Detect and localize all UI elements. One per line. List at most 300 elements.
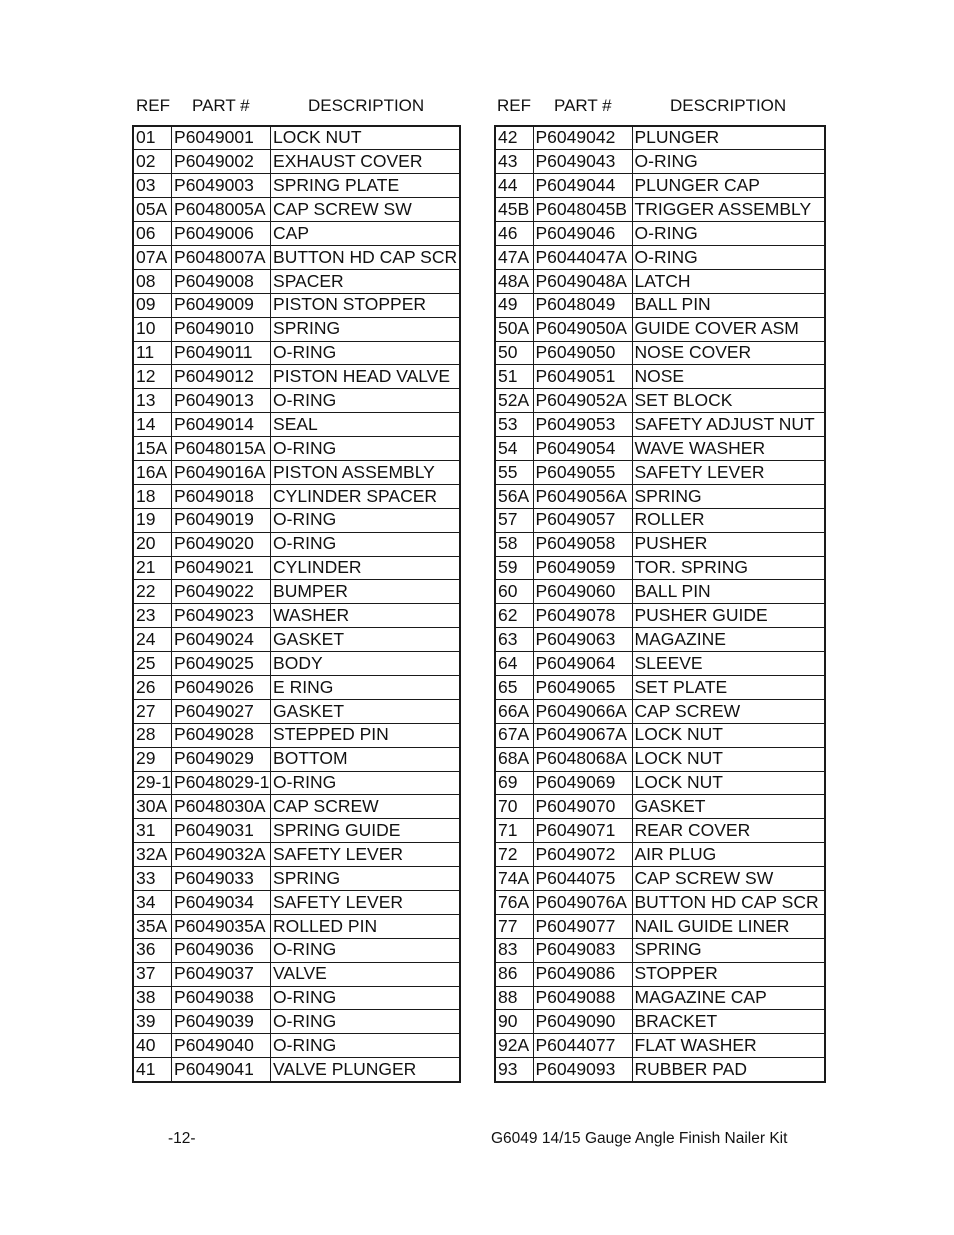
- table-row: [495, 269, 825, 293]
- ref-cell: 40: [133, 1034, 172, 1058]
- page-number: -12-: [168, 1130, 196, 1147]
- part-number-header: PART #: [192, 96, 250, 115]
- description-cell: BUTTON HD CAP SCR: [271, 245, 460, 269]
- ref-header: REF: [497, 96, 531, 115]
- description-cell: AIR PLUG: [632, 843, 825, 867]
- part-number-cell: P6049048A: [533, 269, 632, 293]
- table-row: [133, 389, 460, 413]
- table-row: [495, 986, 825, 1010]
- part-number-cell: P6049009: [172, 293, 271, 317]
- part-number-cell: P6049026: [172, 675, 271, 699]
- table-row: [495, 508, 825, 532]
- table-row: [133, 867, 460, 891]
- ref-cell: 02: [133, 150, 172, 174]
- ref-cell: 55: [495, 460, 533, 484]
- description-cell: TRIGGER ASSEMBLY: [632, 198, 825, 222]
- part-number-cell: P6049014: [172, 413, 271, 437]
- part-number-cell: P6049027: [172, 699, 271, 723]
- ref-cell: 37: [133, 962, 172, 986]
- table-row: [133, 795, 460, 819]
- ref-cell: 16A: [133, 460, 172, 484]
- table-row: [495, 938, 825, 962]
- ref-cell: 19: [133, 508, 172, 532]
- ref-cell: 07A: [133, 245, 172, 269]
- description-cell: CAP SCREW: [632, 699, 825, 723]
- table-row: [133, 532, 460, 556]
- table-row: [495, 126, 825, 150]
- description-cell: PISTON HEAD VALVE: [271, 365, 460, 389]
- description-cell: NOSE COVER: [632, 341, 825, 365]
- ref-cell: 25: [133, 652, 172, 676]
- description-cell: SPRING: [632, 484, 825, 508]
- table-row: [133, 580, 460, 604]
- ref-cell: 26: [133, 675, 172, 699]
- table-row: [495, 341, 825, 365]
- ref-cell: 06: [133, 222, 172, 246]
- table-row: [133, 1034, 460, 1058]
- ref-cell: 44: [495, 174, 533, 198]
- part-number-cell: P6049033: [172, 867, 271, 891]
- ref-cell: 64: [495, 652, 533, 676]
- description-cell: CAP SCREW SW: [271, 198, 460, 222]
- ref-cell: 74A: [495, 867, 533, 891]
- description-cell: CAP: [271, 222, 460, 246]
- table-row: [133, 437, 460, 461]
- description-cell: BRACKET: [632, 1010, 825, 1034]
- table-row: [133, 126, 460, 150]
- table-row: [495, 604, 825, 628]
- part-number-cell: P6049066A: [533, 699, 632, 723]
- table-row: [495, 293, 825, 317]
- ref-cell: 42: [495, 126, 533, 150]
- part-number-cell: P6049024: [172, 628, 271, 652]
- part-number-cell: P6049050A: [533, 317, 632, 341]
- part-number-cell: P6049012: [172, 365, 271, 389]
- part-number-cell: P6049060: [533, 580, 632, 604]
- table-row: [133, 843, 460, 867]
- description-cell: E RING: [271, 675, 460, 699]
- part-number-cell: P6049065: [533, 675, 632, 699]
- part-number-cell: P6049054: [533, 437, 632, 461]
- part-number-cell: P6049032A: [172, 843, 271, 867]
- part-number-cell: P6049077: [533, 914, 632, 938]
- table-row: [133, 675, 460, 699]
- table-row: [133, 150, 460, 174]
- ref-cell: 28: [133, 723, 172, 747]
- table-row: [133, 1058, 460, 1082]
- table-row: [133, 1010, 460, 1034]
- ref-cell: 46: [495, 222, 533, 246]
- ref-cell: 50A: [495, 317, 533, 341]
- description-cell: SAFETY LEVER: [271, 891, 460, 915]
- table-row: [495, 245, 825, 269]
- part-number-cell: P6049019: [172, 508, 271, 532]
- description-cell: GASKET: [271, 699, 460, 723]
- table-row: [495, 174, 825, 198]
- description-cell: VALVE: [271, 962, 460, 986]
- ref-cell: 43: [495, 150, 533, 174]
- table-row: [133, 962, 460, 986]
- ref-cell: 21: [133, 556, 172, 580]
- right-table-header: [0, 96, 954, 116]
- table-row: [133, 891, 460, 915]
- part-number-cell: P6049031: [172, 819, 271, 843]
- description-header: DESCRIPTION: [670, 96, 787, 115]
- table-row: [495, 962, 825, 986]
- part-number-cell: P6049070: [533, 795, 632, 819]
- part-number-cell: P6049067A: [533, 723, 632, 747]
- ref-cell: 77: [495, 914, 533, 938]
- ref-cell: 36: [133, 938, 172, 962]
- part-number-cell: P6048007A: [172, 245, 271, 269]
- part-number-cell: P6049010: [172, 317, 271, 341]
- description-cell: GASKET: [632, 795, 825, 819]
- description-cell: O-RING: [632, 222, 825, 246]
- table-row: [495, 771, 825, 795]
- description-cell: NOSE: [632, 365, 825, 389]
- table-row: [133, 819, 460, 843]
- description-cell: FLAT WASHER: [632, 1034, 825, 1058]
- part-number-cell: P6049002: [172, 150, 271, 174]
- ref-cell: 90: [495, 1010, 533, 1034]
- ref-cell: 34: [133, 891, 172, 915]
- part-number-cell: P6048049: [533, 293, 632, 317]
- part-number-cell: P6049041: [172, 1058, 271, 1082]
- ref-cell: 51: [495, 365, 533, 389]
- part-number-cell: P6049035A: [172, 914, 271, 938]
- table-row: [133, 508, 460, 532]
- description-cell: O-RING: [271, 938, 460, 962]
- right-parts-table-body: [495, 126, 825, 1082]
- ref-cell: 13: [133, 389, 172, 413]
- ref-cell: 14: [133, 413, 172, 437]
- ref-cell: 72: [495, 843, 533, 867]
- description-cell: GASKET: [271, 628, 460, 652]
- part-number-header: PART #: [554, 96, 612, 115]
- part-number-cell: P6044077: [533, 1034, 632, 1058]
- ref-cell: 03: [133, 174, 172, 198]
- table-row: [495, 222, 825, 246]
- description-cell: VALVE PLUNGER: [271, 1058, 460, 1082]
- description-cell: MAGAZINE CAP: [632, 986, 825, 1010]
- description-cell: LOCK NUT: [632, 771, 825, 795]
- part-number-cell: P6049046: [533, 222, 632, 246]
- part-number-cell: P6049057: [533, 508, 632, 532]
- description-cell: STEPPED PIN: [271, 723, 460, 747]
- part-number-cell: P6049051: [533, 365, 632, 389]
- part-number-cell: P6049039: [172, 1010, 271, 1034]
- description-cell: SPRING PLATE: [271, 174, 460, 198]
- part-number-cell: P6049018: [172, 484, 271, 508]
- description-cell: SAFETY LEVER: [632, 460, 825, 484]
- description-cell: PUSHER: [632, 532, 825, 556]
- description-cell: O-RING: [271, 389, 460, 413]
- table-row: [133, 222, 460, 246]
- ref-cell: 92A: [495, 1034, 533, 1058]
- description-cell: O-RING: [271, 437, 460, 461]
- part-number-cell: P6048030A: [172, 795, 271, 819]
- ref-cell: 05A: [133, 198, 172, 222]
- description-cell: O-RING: [271, 1010, 460, 1034]
- description-cell: CAP SCREW SW: [632, 867, 825, 891]
- description-cell: PLUNGER: [632, 126, 825, 150]
- description-cell: O-RING: [271, 771, 460, 795]
- ref-cell: 27: [133, 699, 172, 723]
- left-parts-table-body: [133, 126, 460, 1082]
- table-row: [133, 484, 460, 508]
- description-cell: BALL PIN: [632, 293, 825, 317]
- table-row: [495, 365, 825, 389]
- ref-cell: 22: [133, 580, 172, 604]
- table-row: [495, 484, 825, 508]
- description-cell: O-RING: [271, 532, 460, 556]
- part-number-cell: P6048005A: [172, 198, 271, 222]
- part-number-cell: P6049034: [172, 891, 271, 915]
- left-parts-table: [132, 125, 461, 1083]
- description-cell: CAP SCREW: [271, 795, 460, 819]
- part-number-cell: P6049029: [172, 747, 271, 771]
- part-number-cell: P6049037: [172, 962, 271, 986]
- table-row: [133, 628, 460, 652]
- part-number-cell: P6049021: [172, 556, 271, 580]
- part-number-cell: P6049090: [533, 1010, 632, 1034]
- description-cell: SPACER: [271, 269, 460, 293]
- ref-cell: 47A: [495, 245, 533, 269]
- description-cell: CYLINDER SPACER: [271, 484, 460, 508]
- part-number-cell: P6048068A: [533, 747, 632, 771]
- table-row: [495, 389, 825, 413]
- table-row: [495, 867, 825, 891]
- part-number-cell: P6049055: [533, 460, 632, 484]
- description-cell: SPRING: [271, 867, 460, 891]
- part-number-cell: P6049006: [172, 222, 271, 246]
- ref-cell: 33: [133, 867, 172, 891]
- ref-cell: 52A: [495, 389, 533, 413]
- part-number-cell: P6049020: [172, 532, 271, 556]
- part-number-cell: P6049028: [172, 723, 271, 747]
- part-number-cell: P6049071: [533, 819, 632, 843]
- ref-cell: 48A: [495, 269, 533, 293]
- table-row: [495, 1058, 825, 1082]
- ref-cell: 57: [495, 508, 533, 532]
- ref-cell: 70: [495, 795, 533, 819]
- table-row: [495, 317, 825, 341]
- ref-cell: 59: [495, 556, 533, 580]
- ref-cell: 23: [133, 604, 172, 628]
- description-cell: RUBBER PAD: [632, 1058, 825, 1082]
- description-cell: LATCH: [632, 269, 825, 293]
- table-row: [133, 986, 460, 1010]
- table-row: [495, 413, 825, 437]
- part-number-cell: P6049022: [172, 580, 271, 604]
- ref-cell: 67A: [495, 723, 533, 747]
- description-cell: LOCK NUT: [271, 126, 460, 150]
- ref-cell: 88: [495, 986, 533, 1010]
- ref-header: REF: [136, 96, 170, 115]
- ref-cell: 38: [133, 986, 172, 1010]
- description-cell: WAVE WASHER: [632, 437, 825, 461]
- ref-cell: 66A: [495, 699, 533, 723]
- part-number-cell: P6049076A: [533, 891, 632, 915]
- table-row: [133, 460, 460, 484]
- table-row: [495, 198, 825, 222]
- part-number-cell: P6049053: [533, 413, 632, 437]
- description-cell: SAFETY ADJUST NUT: [632, 413, 825, 437]
- table-row: [495, 914, 825, 938]
- ref-cell: 01: [133, 126, 172, 150]
- description-cell: GUIDE COVER ASM: [632, 317, 825, 341]
- ref-cell: 68A: [495, 747, 533, 771]
- part-number-cell: P6049042: [533, 126, 632, 150]
- description-cell: BUTTON HD CAP SCR: [632, 891, 825, 915]
- description-cell: BALL PIN: [632, 580, 825, 604]
- description-cell: TOR. SPRING: [632, 556, 825, 580]
- table-row: [133, 699, 460, 723]
- table-row: [495, 150, 825, 174]
- part-number-cell: P6049016A: [172, 460, 271, 484]
- ref-cell: 69: [495, 771, 533, 795]
- description-cell: O-RING: [632, 150, 825, 174]
- part-number-cell: P6049036: [172, 938, 271, 962]
- table-row: [133, 771, 460, 795]
- part-number-cell: P6048029-1: [172, 771, 271, 795]
- table-row: [133, 269, 460, 293]
- right-parts-table: [494, 125, 826, 1083]
- ref-cell: 29: [133, 747, 172, 771]
- description-cell: LOCK NUT: [632, 723, 825, 747]
- table-row: [495, 723, 825, 747]
- part-number-cell: P6049063: [533, 628, 632, 652]
- part-number-cell: P6049008: [172, 269, 271, 293]
- ref-cell: 45B: [495, 198, 533, 222]
- ref-cell: 71: [495, 819, 533, 843]
- part-number-cell: P6044047A: [533, 245, 632, 269]
- table-row: [495, 652, 825, 676]
- ref-cell: 30A: [133, 795, 172, 819]
- part-number-cell: P6049044: [533, 174, 632, 198]
- ref-cell: 32A: [133, 843, 172, 867]
- description-cell: SPRING GUIDE: [271, 819, 460, 843]
- ref-cell: 09: [133, 293, 172, 317]
- ref-cell: 83: [495, 938, 533, 962]
- description-cell: BUMPER: [271, 580, 460, 604]
- ref-cell: 20: [133, 532, 172, 556]
- table-row: [133, 723, 460, 747]
- part-number-cell: P6049038: [172, 986, 271, 1010]
- table-row: [133, 652, 460, 676]
- part-number-cell: P6049056A: [533, 484, 632, 508]
- table-row: [133, 365, 460, 389]
- description-cell: BOTTOM: [271, 747, 460, 771]
- description-cell: SAFETY LEVER: [271, 843, 460, 867]
- table-row: [495, 795, 825, 819]
- description-cell: ROLLED PIN: [271, 914, 460, 938]
- description-cell: SET BLOCK: [632, 389, 825, 413]
- part-number-cell: P6044075: [533, 867, 632, 891]
- ref-cell: 58: [495, 532, 533, 556]
- ref-cell: 62: [495, 604, 533, 628]
- part-number-cell: P6049040: [172, 1034, 271, 1058]
- part-number-cell: P6049088: [533, 986, 632, 1010]
- part-number-cell: P6049003: [172, 174, 271, 198]
- ref-cell: 24: [133, 628, 172, 652]
- table-row: [495, 843, 825, 867]
- table-row: [133, 938, 460, 962]
- part-number-cell: P6049083: [533, 938, 632, 962]
- part-number-cell: P6049078: [533, 604, 632, 628]
- ref-cell: 18: [133, 484, 172, 508]
- table-row: [495, 628, 825, 652]
- description-cell: O-RING: [271, 1034, 460, 1058]
- description-cell: PISTON STOPPER: [271, 293, 460, 317]
- part-number-cell: P6049011: [172, 341, 271, 365]
- part-number-cell: P6048015A: [172, 437, 271, 461]
- description-cell: STOPPER: [632, 962, 825, 986]
- table-row: [495, 675, 825, 699]
- table-row: [133, 341, 460, 365]
- description-cell: WASHER: [271, 604, 460, 628]
- description-cell: REAR COVER: [632, 819, 825, 843]
- part-number-cell: P6049023: [172, 604, 271, 628]
- description-cell: BODY: [271, 652, 460, 676]
- part-number-cell: P6049072: [533, 843, 632, 867]
- table-row: [495, 819, 825, 843]
- ref-cell: 86: [495, 962, 533, 986]
- table-row: [495, 1034, 825, 1058]
- description-cell: LOCK NUT: [632, 747, 825, 771]
- ref-cell: 29-1: [133, 771, 172, 795]
- ref-cell: 10: [133, 317, 172, 341]
- ref-cell: 56A: [495, 484, 533, 508]
- part-number-cell: P6049052A: [533, 389, 632, 413]
- ref-cell: 11: [133, 341, 172, 365]
- description-cell: SLEEVE: [632, 652, 825, 676]
- ref-cell: 53: [495, 413, 533, 437]
- part-number-cell: P6049064: [533, 652, 632, 676]
- ref-cell: 60: [495, 580, 533, 604]
- table-row: [133, 747, 460, 771]
- description-cell: SPRING: [632, 938, 825, 962]
- table-row: [495, 437, 825, 461]
- table-row: [133, 245, 460, 269]
- part-number-cell: P6049025: [172, 652, 271, 676]
- table-row: [133, 174, 460, 198]
- table-row: [133, 317, 460, 341]
- table-row: [495, 460, 825, 484]
- ref-cell: 35A: [133, 914, 172, 938]
- table-row: [495, 747, 825, 771]
- table-row: [133, 914, 460, 938]
- part-number-cell: P6049093: [533, 1058, 632, 1082]
- table-row: [495, 1010, 825, 1034]
- table-row: [133, 413, 460, 437]
- ref-cell: 50: [495, 341, 533, 365]
- table-row: [133, 604, 460, 628]
- ref-cell: 15A: [133, 437, 172, 461]
- ref-cell: 93: [495, 1058, 533, 1082]
- part-number-cell: P6049050: [533, 341, 632, 365]
- description-cell: SEAL: [271, 413, 460, 437]
- description-cell: CYLINDER: [271, 556, 460, 580]
- document-title: G6049 14/15 Gauge Angle Finish Nailer Kit: [491, 1130, 788, 1147]
- description-cell: PLUNGER CAP: [632, 174, 825, 198]
- table-row: [495, 891, 825, 915]
- part-number-cell: P6049069: [533, 771, 632, 795]
- part-number-cell: P6049043: [533, 150, 632, 174]
- description-cell: O-RING: [632, 245, 825, 269]
- part-number-cell: P6049086: [533, 962, 632, 986]
- part-number-cell: P6049058: [533, 532, 632, 556]
